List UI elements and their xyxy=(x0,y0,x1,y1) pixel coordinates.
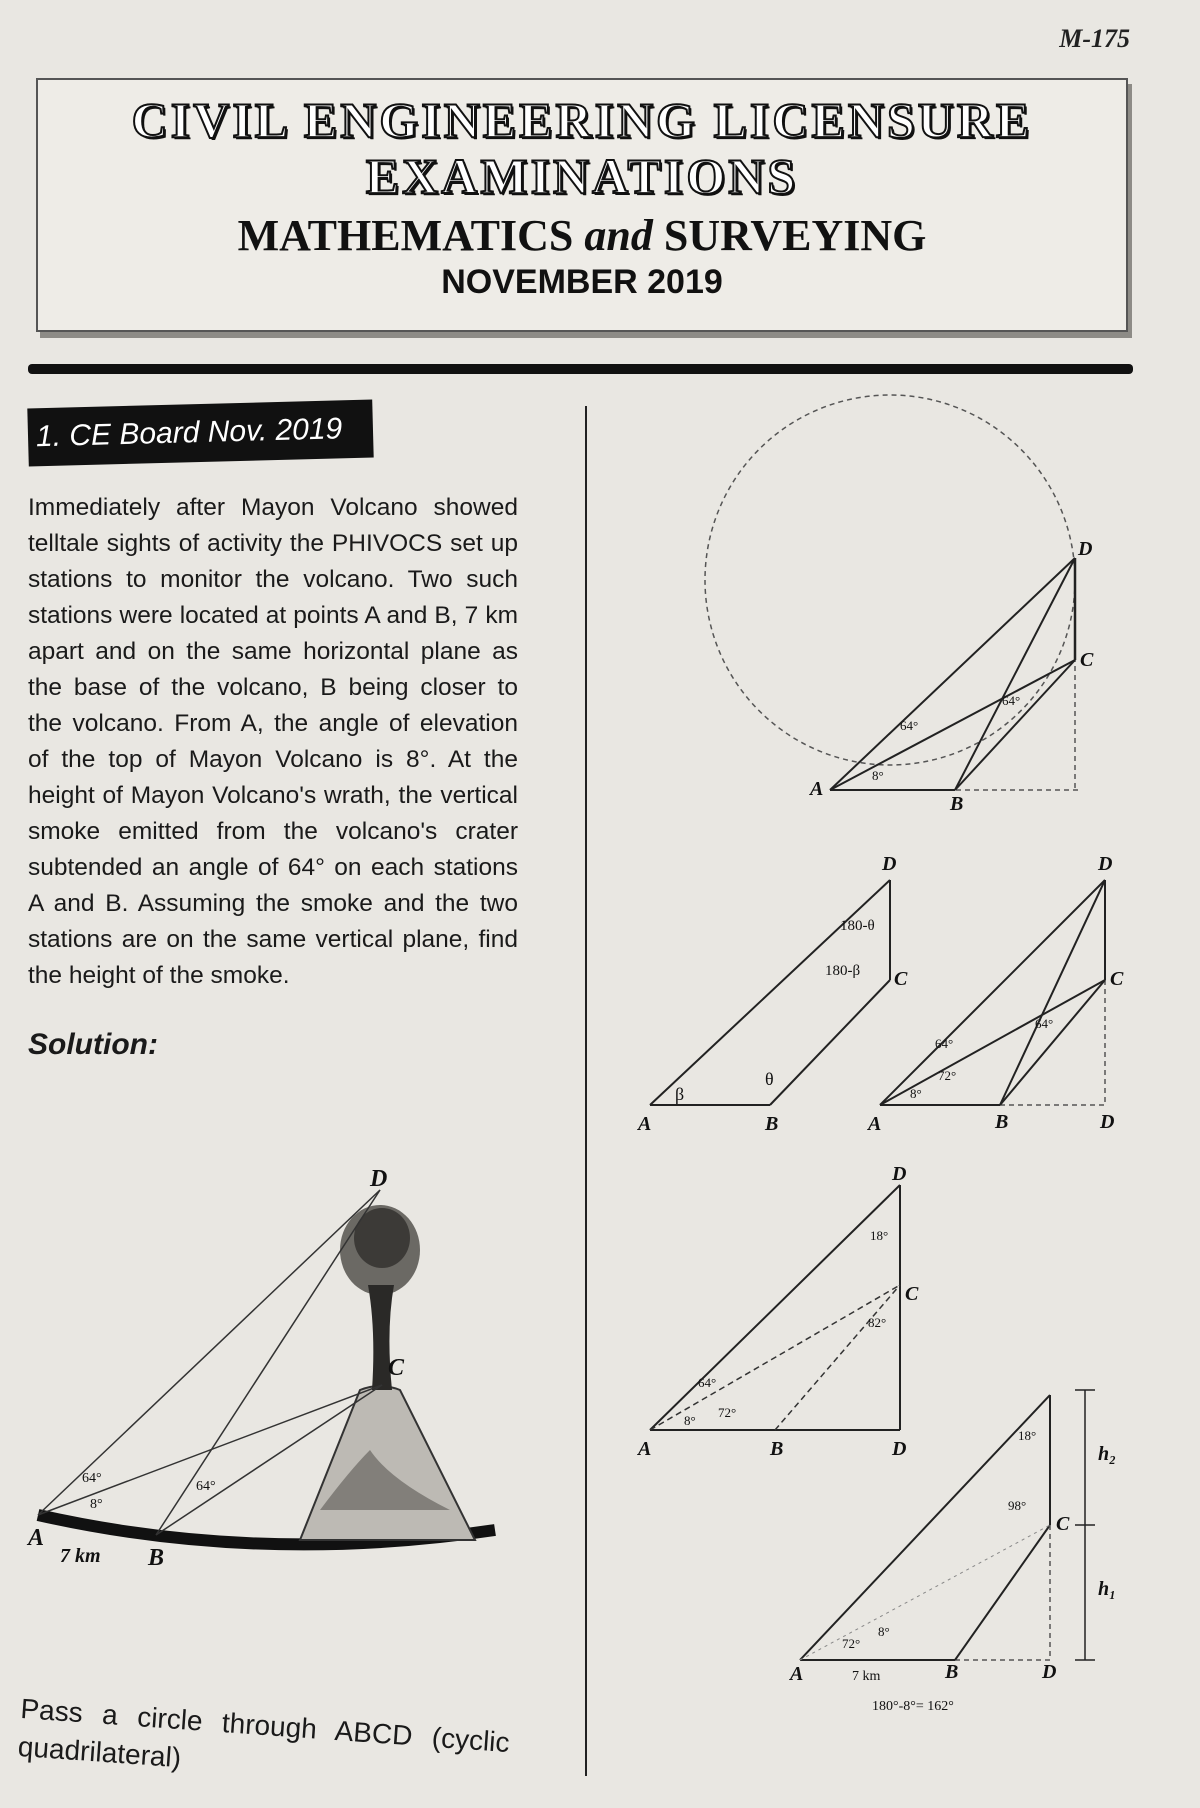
solution-label: Solution: xyxy=(28,1028,158,1061)
figure-5 xyxy=(780,1380,1120,1720)
exam-title-line1: CIVIL ENGINEERING LICENSURE xyxy=(131,92,1033,148)
fig4-label-D2: D xyxy=(892,1438,907,1460)
fig5-distance: 7 km xyxy=(852,1669,881,1684)
fig3-label-A: A xyxy=(868,1113,882,1135)
fig4-angle-8: 8° xyxy=(684,1413,696,1428)
fig4-label-C: C xyxy=(905,1283,919,1305)
circle-label-A: A xyxy=(810,778,824,800)
fig3-angle-72: 72° xyxy=(938,1068,957,1083)
volcano-distance: 7 km xyxy=(60,1545,101,1567)
fig5-label-B: B xyxy=(945,1661,959,1683)
volcano-label-B: B xyxy=(148,1545,165,1571)
circle-label-D: D xyxy=(1078,538,1093,560)
problem-tag: 1. CE Board Nov. 2019 xyxy=(27,399,373,466)
header-box xyxy=(36,78,1128,332)
fig5-label-h2: h₂ xyxy=(1098,1443,1117,1465)
fig3-label-C: C xyxy=(1110,968,1124,990)
fig3-angle-64b: 64° xyxy=(1035,1016,1054,1031)
fig4-angle-64: 64° xyxy=(698,1375,717,1390)
fig4-angle-72: 72° xyxy=(718,1405,737,1420)
volcano-angle-64a: 64° xyxy=(82,1471,102,1486)
fig4-label-B: B xyxy=(770,1438,784,1460)
generic-angle-theta: θ xyxy=(765,1069,774,1089)
circle-label-B: B xyxy=(950,793,964,815)
fig5-angle-18: 18° xyxy=(1018,1428,1037,1443)
volcano-angle-64b: 64° xyxy=(196,1479,216,1494)
fig3-angle-8: 8° xyxy=(910,1086,922,1101)
fig4-label-A: A xyxy=(638,1438,652,1460)
fig5-angle-8: 8° xyxy=(878,1624,890,1639)
exam-title-line2: EXAMINATIONS xyxy=(365,148,799,204)
fig3-label-D2: D xyxy=(1100,1111,1115,1133)
exam-date: NOVEMBER 2019 xyxy=(441,263,723,301)
volcano-figure xyxy=(20,1150,500,1600)
generic-label-A: A xyxy=(638,1113,652,1135)
volcano-label-D: D xyxy=(370,1166,388,1192)
fig4-angle-82: 82° xyxy=(868,1315,887,1330)
fig3-label-B: B xyxy=(995,1111,1009,1133)
fig5-label-C: C xyxy=(1056,1513,1070,1535)
fig5-calc: 180°-8°= 162° xyxy=(872,1699,954,1714)
page-number: M-175 xyxy=(1059,24,1130,53)
circle-figure xyxy=(700,410,1120,815)
circle-label-C: C xyxy=(1080,649,1094,671)
volcano-label-A: A xyxy=(28,1525,45,1551)
fig5-label-A: A xyxy=(790,1663,804,1685)
note-text: Pass a circle through ABCD (cyclic quadrilateral) xyxy=(16,1692,511,1774)
divider-bar xyxy=(28,364,1133,374)
figure-3 xyxy=(860,850,1150,1135)
generic-label-D: D xyxy=(882,853,897,875)
circle-angle-8: 8° xyxy=(872,768,884,783)
circle-angle-64a: 64° xyxy=(900,718,919,733)
fig3-angle-64a: 64° xyxy=(935,1036,954,1051)
subject-part1: MATHEMATICS xyxy=(237,211,574,260)
fig5-label-h1: h₁ xyxy=(1098,1578,1117,1600)
problem-text: Immediately after Mayon Volcano showed telltale sights of activity the PHIVOCS set up stations to monitor the volcano. Two such stations were located at points A and B, 7 km apart and on the same horizontal plane as the base of the volcano, B being closer to the volcano. From A, the angle of elevation of the top of Mayon Volcano is 8°. At the height of Mayon Volcano's wrath, the vertical smoke emitted from the volcano's crater subtended an angle of 64° on each stations A and B. Assuming the smoke and the two stations are on the same vertical plane, find the height of the smoke. xyxy=(28,494,518,989)
fig5-angle-72: 72° xyxy=(842,1636,861,1651)
fig5-angle-98: 98° xyxy=(1008,1498,1027,1513)
subject-and: and xyxy=(584,211,653,260)
circle-angle-64b: 64° xyxy=(1002,693,1021,708)
volcano-label-C: C xyxy=(388,1355,405,1381)
fig4-angle-18: 18° xyxy=(870,1228,889,1243)
subject-heading xyxy=(38,210,1126,261)
fig5-label-D: D xyxy=(1042,1661,1057,1683)
fig3-label-D: D xyxy=(1098,853,1113,875)
generic-angle-beta: β xyxy=(675,1084,685,1104)
generic-angle-C: 180-β xyxy=(825,963,861,979)
subject-part2: SURVEYING xyxy=(663,211,927,260)
generic-label-C: C xyxy=(894,968,908,990)
column-divider xyxy=(585,406,587,1776)
volcano-angle-8: 8° xyxy=(90,1497,103,1512)
generic-label-B: B xyxy=(765,1113,779,1135)
generic-angle-D: 180-θ xyxy=(840,918,875,934)
fig4-label-D: D xyxy=(892,1163,907,1185)
